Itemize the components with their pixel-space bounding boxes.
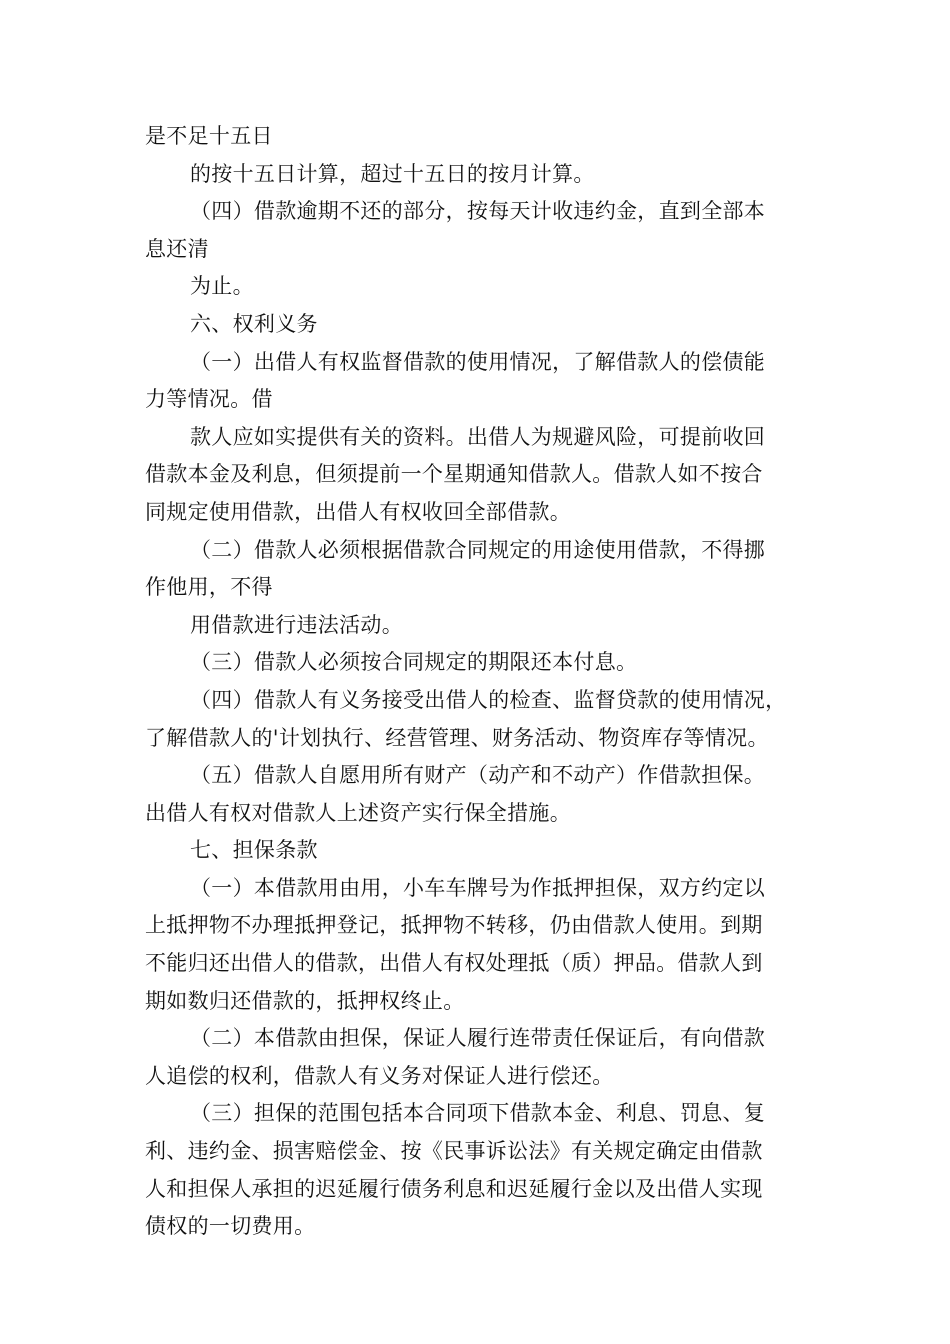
text-line: 息还清 xyxy=(145,236,209,261)
text-line: 人追偿的权利，借款人有义务对保证人进行偿还。 xyxy=(145,1063,614,1088)
text-line: （三）借款人必须按合同规定的期限还本付息。 xyxy=(190,650,638,675)
text-line: 了解借款人的'计划执行、经营管理、财务活动、物资库存等情况。 xyxy=(145,725,769,750)
text-line: 期如数归还借款的，抵押权终止。 xyxy=(145,988,465,1013)
text-line: 力等情况。借 xyxy=(145,387,273,412)
text-line: 七、担保条款 xyxy=(190,838,318,863)
text-line: 作他用，不得 xyxy=(145,575,273,600)
text-line: 的按十五日计算，超过十五日的按月计算。 xyxy=(190,161,595,186)
text-line: 出借人有权对借款人上述资产实行保全措施。 xyxy=(145,800,571,825)
text-line: 上抵押物不办理抵押登记，抵押物不转移，仍由借款人使用。到期 xyxy=(145,913,763,938)
text-line: 为止。 xyxy=(190,274,254,299)
text-line: （三）担保的范围包括本合同项下借款本金、利息、罚息、复 xyxy=(190,1101,766,1126)
text-line: （四）借款人有义务接受出借人的检查、监督贷款的使用情况， xyxy=(190,687,787,712)
contract-body-text xyxy=(145,118,805,1246)
text-line: （一）出借人有权监督借款的使用情况，了解借款人的偿债能 xyxy=(190,349,766,374)
text-line: （一）本借款用由用，小车车牌号为作抵押担保，双方约定以 xyxy=(190,875,766,900)
text-line: 人和担保人承担的迟延履行债务利息和迟延履行金以及出借人实现 xyxy=(145,1176,763,1201)
text-line: 用借款进行违法活动。 xyxy=(190,612,403,637)
text-line: 是不足十五日 xyxy=(145,124,273,148)
text-line: 债权的一切费用。 xyxy=(145,1214,316,1239)
text-line: 六、权利义务 xyxy=(190,311,318,336)
text-line: 借款本金及利息，但须提前一个星期通知借款人。借款人如不按合 xyxy=(145,462,763,487)
text-line: 同规定使用借款，出借人有权收回全部借款。 xyxy=(145,499,571,524)
text-line: （二）本借款由担保，保证人履行连带责任保证后，有向借款 xyxy=(190,1026,766,1051)
text-line: 不能归还出借人的借款，出借人有权处理抵（质）押品。借款人到 xyxy=(145,951,763,976)
text-line: （五）借款人自愿用所有财产（动产和不动产）作借款担保。 xyxy=(190,763,766,788)
text-line: 利、违约金、损害赔偿金、按《民事诉讼法》有关规定确定由借款 xyxy=(145,1139,763,1164)
text-line: 款人应如实提供有关的资料。出借人为规避风险，可提前收回 xyxy=(190,424,766,449)
text-line: （二）借款人必须根据借款合同规定的用途使用借款，不得挪 xyxy=(190,537,766,562)
text-line: （四）借款逾期不还的部分，按每天计收违约金，直到全部本 xyxy=(190,199,766,224)
